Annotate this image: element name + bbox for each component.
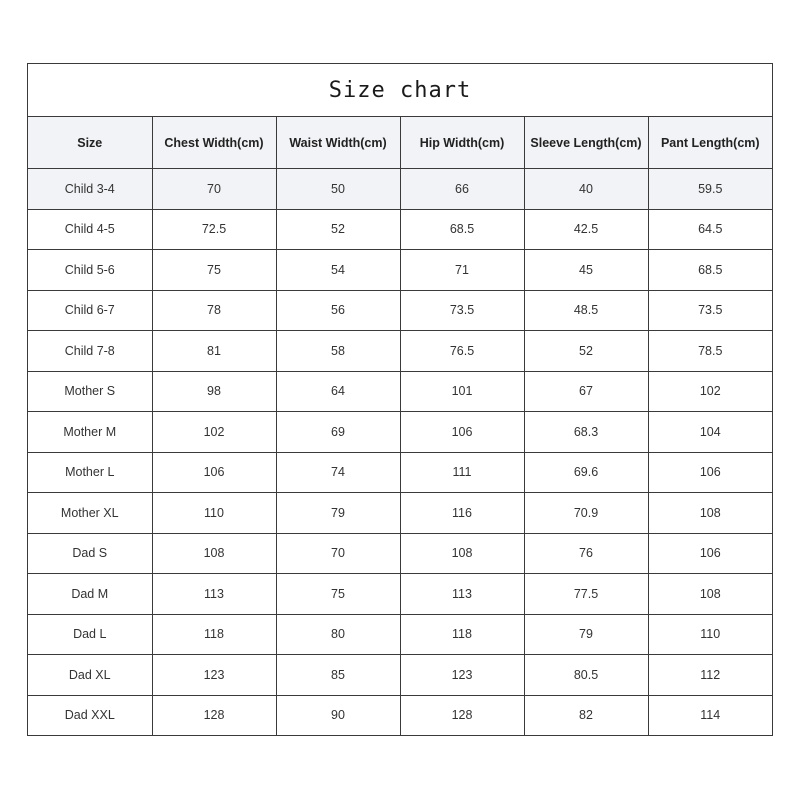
size-cell: Mother XL — [28, 493, 152, 534]
hip-width-cell: 118 — [400, 614, 524, 655]
size-cell: Child 3-4 — [28, 169, 152, 210]
pant-length-cell: 110 — [648, 614, 772, 655]
waist-width-cell: 70 — [276, 533, 400, 574]
pant-length-cell: 78.5 — [648, 331, 772, 372]
table-row — [28, 290, 772, 331]
table-row — [28, 614, 772, 655]
table-row — [28, 371, 772, 412]
chest-width-cell: 113 — [152, 574, 276, 615]
sleeve-length-cell: 76 — [524, 533, 648, 574]
sleeve-length-cell: 42.5 — [524, 209, 648, 250]
pant-length-cell: 114 — [700, 708, 721, 723]
table-row — [28, 452, 772, 493]
size-chart — [27, 63, 773, 736]
chest-width-cell: 78 — [152, 290, 276, 331]
sleeve-length-cell: 52 — [524, 331, 648, 372]
hip-width-cell: 68.5 — [400, 209, 524, 250]
waist-width-cell: 79 — [276, 493, 400, 534]
table-row — [28, 209, 772, 250]
waist-width-cell: 69 — [276, 412, 400, 453]
table-row — [28, 331, 772, 372]
chest-width-cell: 75 — [152, 250, 276, 291]
column-header-pant-length: Pant Length(cm) — [648, 117, 772, 169]
pant-length-cell: 112 — [648, 655, 772, 696]
waist-width-cell: 58 — [276, 331, 400, 372]
chest-width-cell: 118 — [152, 614, 276, 655]
table-row — [28, 655, 772, 696]
table-row — [28, 695, 772, 735]
pant-length-cell: 106 — [648, 452, 772, 493]
chest-width-cell: 81 — [152, 331, 276, 372]
table-row — [28, 412, 772, 453]
chart-title: Size chart — [28, 64, 772, 117]
table-row — [28, 574, 772, 615]
sleeve-length-cell: 70.9 — [524, 493, 648, 534]
hip-width-cell: 113 — [400, 574, 524, 615]
pant-length-cell: 102 — [648, 371, 772, 412]
pant-length-cell: 106 — [648, 533, 772, 574]
hip-width-cell: 116 — [400, 493, 524, 534]
hip-width-cell: 111 — [400, 452, 524, 493]
waist-width-cell: 54 — [276, 250, 400, 291]
pant-length-cell: 108 — [648, 574, 772, 615]
hip-width-cell: 123 — [400, 655, 524, 696]
size-cell: Dad M — [28, 574, 152, 615]
size-cell: Dad L — [28, 614, 152, 655]
chest-width-cell: 108 — [152, 533, 276, 574]
hip-width-cell: 106 — [400, 412, 524, 453]
hip-width-cell: 101 — [400, 371, 524, 412]
column-header-waist-width: Waist Width(cm) — [276, 117, 400, 169]
table-header — [28, 117, 772, 169]
size-cell: Mother M — [28, 412, 152, 453]
column-header-hip-width: Hip Width(cm) — [400, 117, 524, 169]
chest-width-cell: 123 — [152, 655, 276, 696]
chest-width-cell: 128 — [152, 695, 276, 735]
sleeve-length-cell: 82 — [524, 695, 648, 735]
pant-length-cell: 108 — [648, 493, 772, 534]
table-row — [28, 250, 772, 291]
pant-length-cell: 73.5 — [648, 290, 772, 331]
hip-width-cell: 71 — [400, 250, 524, 291]
hip-width-cell: 76.5 — [400, 331, 524, 372]
sleeve-length-cell: 80.5 — [524, 655, 648, 696]
waist-width-cell: 64 — [276, 371, 400, 412]
chest-width-cell: 98 — [152, 371, 276, 412]
waist-width-cell: 56 — [276, 290, 400, 331]
chest-width-cell: 70 — [152, 169, 276, 210]
sleeve-length-cell: 40 — [524, 169, 648, 210]
sleeve-length-cell: 79 — [524, 614, 648, 655]
table-body — [28, 169, 772, 736]
pant-length-cell: 104 — [648, 412, 772, 453]
table-row — [28, 169, 772, 210]
pant-length-cell: 59.5 — [648, 169, 772, 210]
column-header-size: Size — [28, 117, 152, 169]
sleeve-length-cell: 77.5 — [524, 574, 648, 615]
hip-width-cell: 128 — [400, 695, 524, 735]
chest-width-cell: 106 — [152, 452, 276, 493]
pant-length-cell: 64.5 — [648, 209, 772, 250]
size-cell: Dad XXL — [28, 695, 152, 735]
hip-width-cell: 73.5 — [400, 290, 524, 331]
size-cell: Dad S — [28, 533, 152, 574]
size-cell: Child 7-8 — [28, 331, 152, 372]
size-cell: Child 5-6 — [28, 250, 152, 291]
sleeve-length-cell: 67 — [524, 371, 648, 412]
chest-width-cell: 102 — [152, 412, 276, 453]
sleeve-length-cell: 48.5 — [524, 290, 648, 331]
waist-width-cell: 50 — [276, 169, 400, 210]
table-row — [28, 493, 772, 534]
hip-width-cell: 66 — [400, 169, 524, 210]
header-row — [28, 117, 772, 169]
pant-length-cell: 68.5 — [648, 250, 772, 291]
waist-width-cell: 80 — [276, 614, 400, 655]
chest-width-cell: 110 — [152, 493, 276, 534]
chest-width-cell: 72.5 — [152, 209, 276, 250]
size-cell: Dad XL — [28, 655, 152, 696]
size-table — [28, 117, 772, 735]
waist-width-cell: 74 — [276, 452, 400, 493]
sleeve-length-cell: 45 — [524, 250, 648, 291]
sleeve-length-cell: 69.6 — [524, 452, 648, 493]
column-header-sleeve-length: Sleeve Length(cm) — [524, 117, 648, 169]
waist-width-cell: 52 — [276, 209, 400, 250]
table-row — [28, 533, 772, 574]
column-header-chest-width: Chest Width(cm) — [152, 117, 276, 169]
waist-width-cell: 90 — [276, 695, 400, 735]
hip-width-cell: 108 — [400, 533, 524, 574]
waist-width-cell: 75 — [276, 574, 400, 615]
size-cell: Mother S — [28, 371, 152, 412]
size-cell: Child 6-7 — [28, 290, 152, 331]
size-cell: Child 4-5 — [28, 209, 152, 250]
waist-width-cell: 85 — [276, 655, 400, 696]
size-cell: Mother L — [28, 452, 152, 493]
sleeve-length-cell: 68.3 — [524, 412, 648, 453]
